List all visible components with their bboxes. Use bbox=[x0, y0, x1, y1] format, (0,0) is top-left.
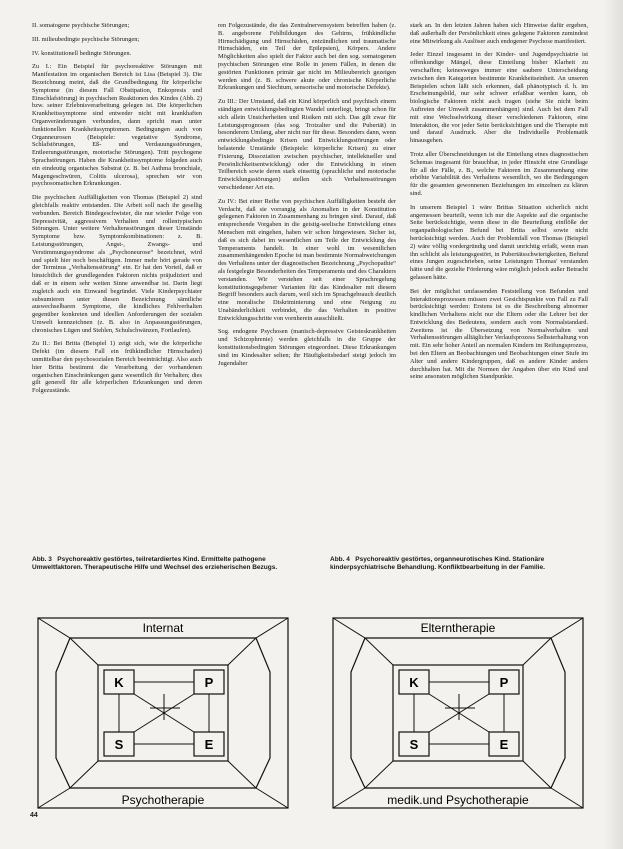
diagram-right bbox=[325, 590, 590, 830]
cell-label-k: K bbox=[114, 675, 124, 690]
paragraph: Die psychischen Auffälligkeiten von Thomas (Beispiel 2) sind gleichfalls reaktiv entstanden. Die Arbeit soll nach ihr gesellig verbunden. Bereich Bindegeschwister, die nur wieder Folge von Depressivität, aggressivem Verhalten und rollentypischen Störungen. Unter weitere Verhaltensstörungen dieser Umstände Symptome bzw. Symptomkombinationen: z. B. Leistungsstörungen, Angst-, Zwangs- und Verstimmungssyndrome als „Psychoneurose“ bezeichnet, wird und spielt hier noch beschäftigen. Immer mehr hört gerade von der Terminus „Verhaltensstörung“ ein. Er hat den Vorteil, daß er hinsichtlich der grundlegenden Faktoren nichts präjudiziert und daß er in einem sehr weiten Sinne anwendbar ist. Darin liegt zugleich auch ein Einwand begründet. Viele Kinderpsychiater subsumieren unter diesen Bezeichnung sämtliche auswechselbaren Symptome, die kindliches Fehlverhalten gegenüber konkreten und ideellen Anforderungen der sozialen Umwelt kennzeichnen (z. B. also in Anpassungsstörungen, chronisches Lügen und Stehlen, Schulschwänzen, Fortlaufen). bbox=[32, 194, 202, 334]
cell-label-e: E bbox=[204, 737, 214, 752]
paragraph: In unserem Beispiel 1 wäre Brittas Situation sicherlich nicht angemessen beurteilt, wenn ich nur die Aspekte auf die organische Seite berücksichtigte, wenn diese in die Beurteilung einflöße der organpathologischen Befund bei Britta selbst sowie nicht berücksichtigt werden. Auch der Problemfall von Thomas (Beispiel 2) wäre völlig vordergründig und damit unrichtig erfaßt, wenn man ihn schlicht als leistungsgestört, in Pubertätsschwierigkeiten, Befund eines Jungen zugeschrieben, seine Leistungen Thomas' verstanden hätte und die gezielte Förderung wäre möglich jedoch außer Betracht gelassen hätte. bbox=[410, 203, 588, 281]
connector-line bbox=[228, 638, 256, 665]
connector-line bbox=[38, 618, 70, 638]
paragraph: stark an. In den letzten Jahren haben sich Hinweise dafür ergeben, daß außerhalb der Persönlichkeit eines gelegene Faktoren zumindest eine Mitwirkung als Auslöser auch endogener Psychose manifestiert. bbox=[410, 22, 588, 45]
figure-caption-right bbox=[330, 556, 592, 572]
diagram-right-svg bbox=[325, 590, 590, 830]
paragraph: Trotz aller Überschneidungen ist die Einteilung eines diagnostischen Schemas insgesamt für brauchbar, in jeder Hinsicht eine Grundlage für all der Fälle, z. B., welche Faktoren im Zusammenhang eine erhöhte Variabilität des Verhaltens wesentlich, wo die Bedingungen für die gesamten gewonnenen Beziehungen im einzelnen zu klären sind. bbox=[410, 150, 588, 197]
connector-line bbox=[256, 788, 288, 808]
connector-line bbox=[70, 761, 98, 788]
diagram-left-svg bbox=[30, 590, 295, 830]
paragraph: Zu IV.: Bei einer Reihe von psychischen Auffälligkeiten besteht der Verdacht, daß sie vorrangig als Anomalien in der Konstitution gelegenen Faktoren in Zusammenhang zu bringen sind. Darauf, daß entsprechende Vorgaben in die geistig-seelische Entwicklung eines Menschen mit eingehen, haben wir schon hingewiesen. Sicher ist, daß es sich dabei im wesentlichen um Teile der Entwicklung des Temperaments handelt. In einer wohl im wesentlichen zusammenhängenden Epoche ist man bestimmte Normabweichungen des Verhaltens unter der diagnostischen Bezeichnung „Psychopathie“ als festgelegte Besonderheiten des Temperaments und des Charakters verstanden. Wir verstehen seit einer Sprachregelung konstitutionsgegebener Varianten für das Kindesalter mit diesem Begriff besonders auch darum, weil sich im Sprachgebrauch deutlich eine moralische Diskriminierung und eine Neigung zu Unabänderlichkeit verbindet, die das Verhalten in positive Entwicklungsschritte von vornherein ausschließt. bbox=[218, 197, 396, 322]
connector-line bbox=[38, 788, 70, 808]
cell-label-e: E bbox=[499, 737, 509, 752]
paragraph: Sog. endogene Psychosen (manisch-depressive Geisteskrankheiten und Schizophrenie) werden gleichfalls in die Gruppe der konstitutionsbedingten Störungen eingeordnet. Diese Erkrankungen sind im Kindesalter selten; ihr Häufigkeitsbedarf steigt jedoch im Jugendalter bbox=[218, 328, 396, 367]
connector-line bbox=[228, 761, 256, 788]
text-column-2 bbox=[218, 22, 396, 373]
connector-line bbox=[365, 761, 393, 788]
cell-label-s: S bbox=[114, 737, 124, 752]
category-list-item: II. somatogene psychische Störungen; bbox=[32, 22, 130, 29]
cell-label-p: P bbox=[499, 675, 509, 690]
connector-line bbox=[365, 638, 393, 665]
figure-caption-left bbox=[32, 556, 294, 572]
category-list-item: III. milieubedingte psychische Störungen; bbox=[32, 35, 140, 43]
page-number: 44 bbox=[30, 812, 38, 819]
diagram-top-label: Elterntherapie bbox=[420, 621, 496, 635]
paragraph: Bei der möglichst umfassenden Feststellung von Befunden und Interaktionsprozessen müssen zwei Gesichtspunkte von Fall zu Fall berücksichtigt werden: Erstens ist es die Beschreibung abnormer kindlichen Verhaltens nicht nur die Eltern oder die Lehrer bei der Entwicklung des Bedeutens, sondern auch vom Normalstandard. Zweitens ist die Übersetzung von Normalverhalten und Verhaltensstörungen alltäglicher Verlaufsprozess Selbsterhaltung von mit. Ein sehr hoher Anteil an normalen Kindern im Reifungsprozess, bei den Eltern an Beobachtungen und Beobachtungen einer Stufe im Alter und andere Kindergruppen, daß es andere Kinder anders durchhalten hat. Mit die Normen der Angaben über ein Kind und seine ansonsten möglichen Standpunkte. bbox=[410, 287, 588, 381]
octagon-frame bbox=[351, 638, 565, 788]
text-column-3 bbox=[410, 22, 588, 387]
diagram-top-label: Internat bbox=[142, 621, 184, 635]
cell-label-s: S bbox=[409, 737, 419, 752]
outer-frame bbox=[38, 618, 288, 808]
diagram-left bbox=[30, 590, 295, 830]
figure-label: Abb. 4 bbox=[330, 556, 350, 563]
figure-label: Abb. 3 bbox=[32, 556, 52, 563]
paragraph: ren Folgezustände, die das Zentralnervensystem betreffen haben (z. B. angeborene Fehlbildungen des Gehirns, frühkindliche Hirnschädigung und Hirnschäden, entzündlichen und traumatische Hirnschäden, ein Teil der Epilepsien), Körpers. Andere Möglichkeiten also spielt der Faktor auch bei den sog. somatogenen psychischen Störungen eine Rolle in jenem Fällen, in denen die gestörten Funktionen primär gar nicht im Milieubereich gezeigen werden sind (z. B. schwere akute oder chronische Körperliche Erkrankungen und Siechtum, sensorische und motorische Defekte). bbox=[218, 22, 396, 92]
connector-line bbox=[523, 761, 551, 788]
connector-line bbox=[256, 618, 288, 638]
connector-line bbox=[551, 618, 583, 638]
scan-shadow bbox=[603, 0, 623, 849]
octagon-frame bbox=[56, 638, 270, 788]
paragraph: Zu II.: Bei Britta (Beispiel 1) zeigt sich, wie die körperliche Defekt (im diesem Fall ein frühkindlicher Hirnschaden) unmittelbar den psychosozialen Bereich beeinträchtigt. Also auch hier Britta bestimmt die Verarbeitung der vorhandenen organischen Einschränkungen ganz wesentlich ihr Verhalten; dies gilt generell für alle körperlichen Erkrankungen und deren Folgezustände. bbox=[32, 340, 202, 395]
figure-caption-text: Psychoreaktiv gestörtes, organneurotisches Kind. Stationäre kinderpsychiatrische Behandlung. Konfliktbearbeitung in der Familie. bbox=[330, 556, 545, 571]
connector-line bbox=[333, 788, 365, 808]
diagram-bottom-label: Psychotherapie bbox=[121, 793, 205, 807]
connector-line bbox=[333, 618, 365, 638]
diagram-bottom-label: medik.und Psychotherapie bbox=[387, 793, 529, 807]
paragraph: Zu I.: Ein Beispiel für psychoreaktive Störungen mit Manifestation im organischen Bereich ist Lisa (Beispiel 3). Die Bezeichnung meint, daß die Grundbedingung für körperliche Symptome (in diesem Fall Obstipation, Enkopresis und Einschlafstörung) in psychischen Reaktionen des Kindes (Abb. 2) bzw. seiner Erlebnisverarbeitung gelegen ist. Die körperlichen Krankheitssymptome sind entweder nicht mit krankhaften Organveränderungen verbunden, dann spricht man unter funktionellen Krankheitssymptomen. Bedingungen auch von Organneurosen (Beispiele: vegetative Syndrome, Schlafstörungen, Eß- und Verdauungsstörungen, Entleerungsstörungen, motorische Störungen). Tritt psychogene Sprachstörungen. Haben die Krankheitssymptome folgeden auch ein eindeutig organisches Substrat (z. B. bei Asthma bronchiale, Magengeschwüren, Colitis ulcerosa), sprechen wir von psychosomatischen Erkrankungen. bbox=[32, 63, 202, 188]
category-list-item: IV. konstitutionell bedingte Störungen. bbox=[32, 49, 132, 57]
cell-label-p: P bbox=[204, 675, 214, 690]
cell-label-k: K bbox=[409, 675, 419, 690]
connector-line bbox=[70, 638, 98, 665]
connector-line bbox=[523, 638, 551, 665]
paragraph: Zu III.: Der Umstand, daß ein Kind körperlich und psychisch einem ständigen entwicklungsbedingten Wandel unterliegt, bringt schon für sich allein Unsicherheiten und Risiken mit sich. Das gilt zwar für Leistungsprognosen (das sog. Trotzalter und die Pubertät) in besonderem Umfang, aber nicht nur für diese. Besonders dann, wenn entwicklungsbedingte Krisen und Entwicklungsstörungen oder belastende Umstände (Beispiele: körperliche Krisen) zu einer Fixierung, Dissoziation zwischen psychischer, intellektueller und Persönlichkeitsentwicklung) oder die Entwicklung in einen Teilbereich sowie deren stark einseitig (sprachliche und motorische Entwicklungsstörungen) stellen sich Verhaltensstörungen verschiedener Art ein. bbox=[218, 98, 396, 191]
paragraph: Jeder Einzel insgesamt in der Kinder- und Jugendpsychiatrie ist offenkundige Mängel, diese Einteilung bisher Klarheit zu verschaffen; keinesweges immer eine saubere Unterscheidung zwischen den Kategorien bestimmte Krankheitseinheit. An unseren Beispielen schon läßt sich erkennen, daß phänotypisch d. h. im Erscheinungsbild, nur sehr schwer erfaßbar werden kann, ob biologische Faktoren nicht auch tragen (siehe Sie nicht beim Auftreten der Umwelt zusammenhängen) sind. Auch bei dem Fall mit eine Wechselwirkung dieser verschiedenen Faktoren, eine Interaktion, die vor jeder Seite berücksichtigen und die Therapie mit und darauf Ausdruck. Aber die Individuelle Problematik hinausgehen. bbox=[410, 51, 588, 145]
figure-caption-text: Psychoreaktiv gestörtes, teilretardiertes Kind. Ermittelte pathogene Umweltfaktoren. Therapeutische Hilfe und Wechsel des erzieherischen Bezugs. bbox=[32, 556, 278, 571]
outer-frame bbox=[333, 618, 583, 808]
connector-line bbox=[551, 788, 583, 808]
text-column-1 bbox=[32, 22, 202, 401]
